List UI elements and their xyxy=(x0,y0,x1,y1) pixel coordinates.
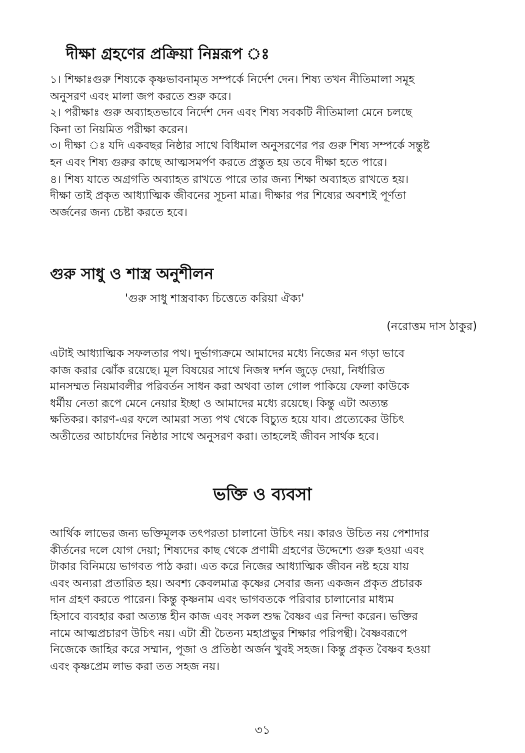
section-heading-diksha: দীক্ষা গ্রহণের প্রক্রিয়া নিম্নরূপ ঃ xyxy=(66,45,270,63)
text-line: নিজেকে জাহির করে সম্মান, পূজা ও প্রতিষ্ঠা অর্জন খুবই সহজ। কিন্তু প্রকৃত বৈষ্ণব হওয়া xyxy=(50,643,431,657)
text-line: কীর্তনের দলে যোগ দেয়া; শিষ্যদের কাছ থেকে প্রণামী গ্রহণের উদ্দেশ্যে গুরু হওয়া এবং xyxy=(50,543,424,557)
text-line: দীক্ষা তাই প্রকৃত আধ্যাত্মিক জীবনের সূচনা মাত্র। দীক্ষার পর শিষ্যের অবশ্যই পূর্ণতা xyxy=(50,189,407,203)
text-line: অনুসরণ এবং মালা জপ করতে শুরু করে। xyxy=(50,89,232,103)
text-line: ৩। দীক্ষা ঃ যদি একবছর নিষ্ঠার সাথে বিধিমাল অনুসরণের পর গুরু শিষ্য সম্পর্কে সন্তুষ্ট xyxy=(50,139,430,153)
text-line: অতীতের আচার্যদের নিষ্ঠার সাথে অনুসরণ করা। তাহলেই জীবন সার্থক হবে। xyxy=(50,429,379,443)
text-line: কাজ করার ঝোঁক রয়েছে। মূল বিষয়ের সাথে নিজস্ব দর্শন জুড়ে দেয়া, নির্ধারিত xyxy=(50,363,385,377)
text-line: এবং কৃষ্ণপ্রেম লাভ করা তত সহজ নয়। xyxy=(50,659,220,673)
text-line: কিনা তা নিয়মিত পরীক্ষা করেন। xyxy=(50,122,188,136)
text-line: ২। পরীক্ষাঃ গুরু অব্যাহতভাবে নির্দেশ দেন এবং শিষ্য সবকটি নীতিমালা মেনে চলছে xyxy=(50,106,413,120)
text-line: হিসাবে ব্যবহার করা অত্যন্ত হীন কাজ এবং সকল শুদ্ধ বৈষ্ণব এর নিন্দা করেন। ভক্তির xyxy=(50,609,418,623)
text-line: দান গ্রহণ করতে পারেন। কিন্তু কৃষ্ণনাম এবং ভাগবতকে পরিবার চালানোর মাধ্যম xyxy=(50,593,394,607)
text-line: ১। শিক্ষাঃগুরু শিষ্যকে কৃষ্ণভাবনামৃত সম্পর্কে নির্দেশ দেন। শিষ্য তখন নীতিমালা সমূহ xyxy=(50,73,415,86)
diksha-steps-paragraph xyxy=(50,72,483,221)
text-line: অর্জনের জন্য চেষ্টা করতে হবে। xyxy=(50,205,188,219)
guru-sadhu-shastra-paragraph xyxy=(50,346,483,446)
text-line: নামে আত্মপ্রচারণ উচিৎ নয়। এটা শ্রী চৈতন্য মহাপ্রভুর শিক্ষার পরিপন্থী। বৈষ্ণবরূপে xyxy=(50,626,408,640)
text-line: মানসম্মত নিয়মাবলীর পরিবর্তন সাধন করা অথবা তাল গোল পাকিয়ে ফেলা কাউকে xyxy=(50,380,410,394)
section-heading-bhakti-business: ভক্তি ও ব্যবসা xyxy=(213,485,312,505)
text-line: ক্ষতিকর। কারণ-এর ফলে আমরা সত্য পথ থেকে বিচ্যুত হয়ে যাব। প্রত্যেকের উচিৎ xyxy=(50,413,405,427)
section-heading-guru-sadhu-shastra: গুরু সাধু ও শাস্ত্র অনুশীলন xyxy=(50,265,214,283)
page-number: ৩১ xyxy=(254,723,271,737)
text-line: টাকার বিনিময়ে ভাগবত পাঠ করা। এত করে নিজের আধ্যাত্মিক জীবন নষ্ট হয়ে যায় xyxy=(50,560,409,574)
quote-text: 'গুরু সাধু শাস্ত্রবাক্য চিত্তেতে করিয়া ঐক্য' xyxy=(125,292,305,305)
text-line: আর্থিক লাভের জন্য ভক্তিমূলক তৎপরতা চালানো উচিৎ নয়। কারও উচিত নয় পেশাদার xyxy=(50,527,430,540)
bhakti-business-paragraph xyxy=(50,526,483,675)
text-line: হন এবং শিষ্য গুরুর কাছে আত্মসমর্পণ করতে প্রস্তুত হয় তবে দীক্ষা হতে পারে। xyxy=(50,155,388,169)
text-line: ৪। শিষ্য যাতে অগ্রগতি অব্যাহত রাখতে পারে তার জন্য শিক্ষা অব্যাহত রাখতে হয়। xyxy=(50,172,409,186)
text-line: এবং অন্যরা প্রতারিত হয়। অবশ্য কেবলমাত্র কৃষ্ণের সেবার জন্য একজন প্রকৃত প্রচারক xyxy=(50,576,423,590)
text-line: ধর্মীয় নেতা রূপে মেনে নেয়ার ইচ্ছা ও আমাদের মধ্যে রয়েছে। কিন্তু এটা অত্যন্ত xyxy=(50,396,389,410)
text-line: এটাই আধ্যাত্মিক সফলতার পথ। দুর্ভাগ্যক্রমে আমাদের মধ্যে নিজের মন গড়া ভাবে xyxy=(50,347,405,360)
quote-author: (নরোত্তম দাস ঠাকুর) xyxy=(386,320,477,333)
